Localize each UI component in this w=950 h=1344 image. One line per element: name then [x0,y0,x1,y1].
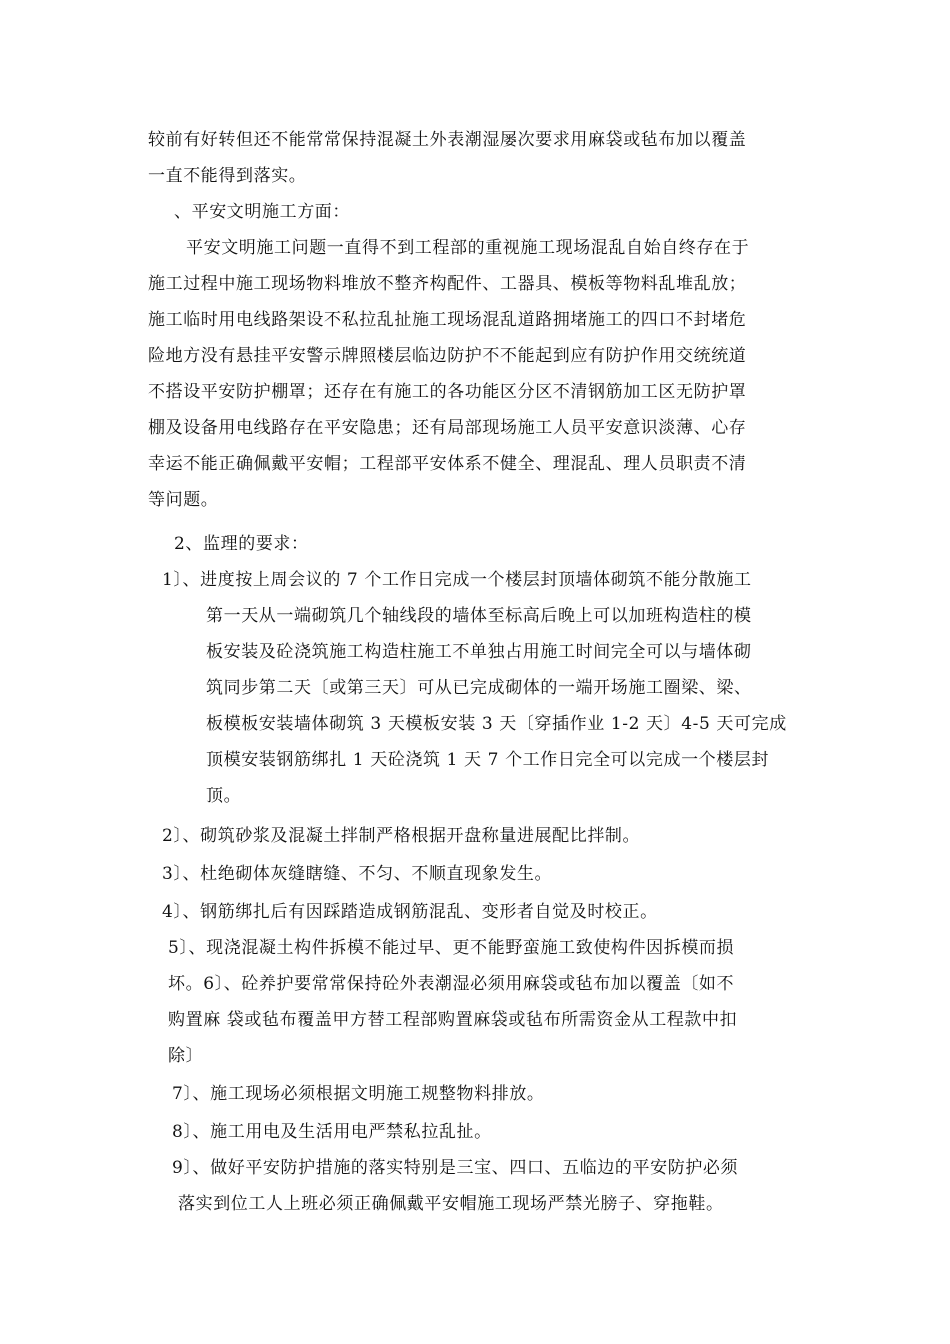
item5-line-2: 坏。6〕、砼养护要常常保持砼外表潮湿必须用麻袋或毡布加以覆盖〔如不 [168,974,735,994]
item1-line-6: 顶模安装钢筋绑扎 1 天砼浇筑 1 天 7 个工作日完全可以完成一个楼层封 [206,750,770,770]
safety-line-2: 施工过程中施工现场物料堆放不整齐构配件、工器具、模板等物料乱堆乱放； [148,274,747,294]
safety-line-6: 棚及设备用电线路存在平安隐患；还有局部现场施工人员平安意识淡薄、心存 [148,418,747,438]
item1-line-1: 1〕、进度按上周会议的 7 个工作日完成一个楼层封顶墙体砌筑不能分散施工 [162,570,752,590]
safety-line-1: 平安文明施工问题一直得不到工程部的重视施工现场混乱自始自终存在于 [186,238,750,258]
safety-heading: 、平安文明施工方面： [174,202,350,222]
item1-line-7: 顶。 [206,786,242,806]
item3: 3〕、杜绝砌体灰缝瞎缝、不匀、不顺直现象发生。 [162,864,553,884]
item1-line-3: 板安装及砼浇筑施工构造柱施工不单独占用施工时间完全可以与墙体砌 [206,642,752,662]
item9-line-2: 落实到位工人上班必须正确佩戴平安帽施工现场严禁光膀子、穿拖鞋。 [178,1194,724,1214]
item7: 7〕、施工现场必须根据文明施工规整物料排放。 [172,1084,545,1104]
safety-line-7: 幸运不能正确佩戴平安帽；工程部平安体系不健全、理混乱、理人员职责不清 [148,454,747,474]
item9-line-1: 9〕、做好平安防护措施的落实特别是三宝、四口、五临边的平安防护必须 [172,1158,739,1178]
item8: 8〕、施工用电及生活用电严禁私拉乱扯。 [172,1122,492,1142]
requirements-heading: 2、监理的要求： [174,534,309,554]
intro-line-1: 较前有好转但还不能常常保持混凝土外表潮湿屡次要求用麻袋或毡布加以覆盖 [148,130,747,150]
item1-line-4: 筑同步第二天〔或第三天〕可从已完成砌体的一端开场施工圈梁、梁、 [206,678,752,698]
item1-line-2: 第一天从一端砌筑几个轴线段的墙体至标高后晚上可以加班构造柱的模 [206,606,752,626]
safety-line-5: 不搭设平安防护棚罩；还存在有施工的各功能区分区不清钢筋加工区无防护罩 [148,382,747,402]
safety-line-8: 等问题。 [148,490,219,510]
item4: 4〕、钢筋绑扎后有因踩踏造成钢筋混乱、变形者自觉及时校正。 [162,902,658,922]
item2: 2〕、砌筑砂浆及混凝土拌制严格根据开盘称量进展配比拌制。 [162,826,641,846]
safety-line-4: 险地方没有悬挂平安警示牌照楼层临边防护不不能起到应有防护作用交统统道 [148,346,747,366]
item1-line-5: 板模板安装墙体砌筑 3 天模板安装 3 天〔穿插作业 1-2 天〕4-5 天可完成 [206,714,787,734]
item5-line-3: 购置麻 袋或毡布覆盖甲方替工程部购置麻袋或毡布所需资金从工程款中扣 [168,1010,738,1030]
intro-line-2: 一直不能得到落实。 [148,166,307,186]
item5-line-1: 5〕、现浇混凝土构件拆模不能过早、更不能野蛮施工致使构件因拆模而损 [168,938,735,958]
safety-line-3: 施工临时用电线路架设不私拉乱扯施工现场混乱道路拥堵施工的四口不封堵危 [148,310,747,330]
item5-line-4: 除〕 [168,1046,204,1066]
